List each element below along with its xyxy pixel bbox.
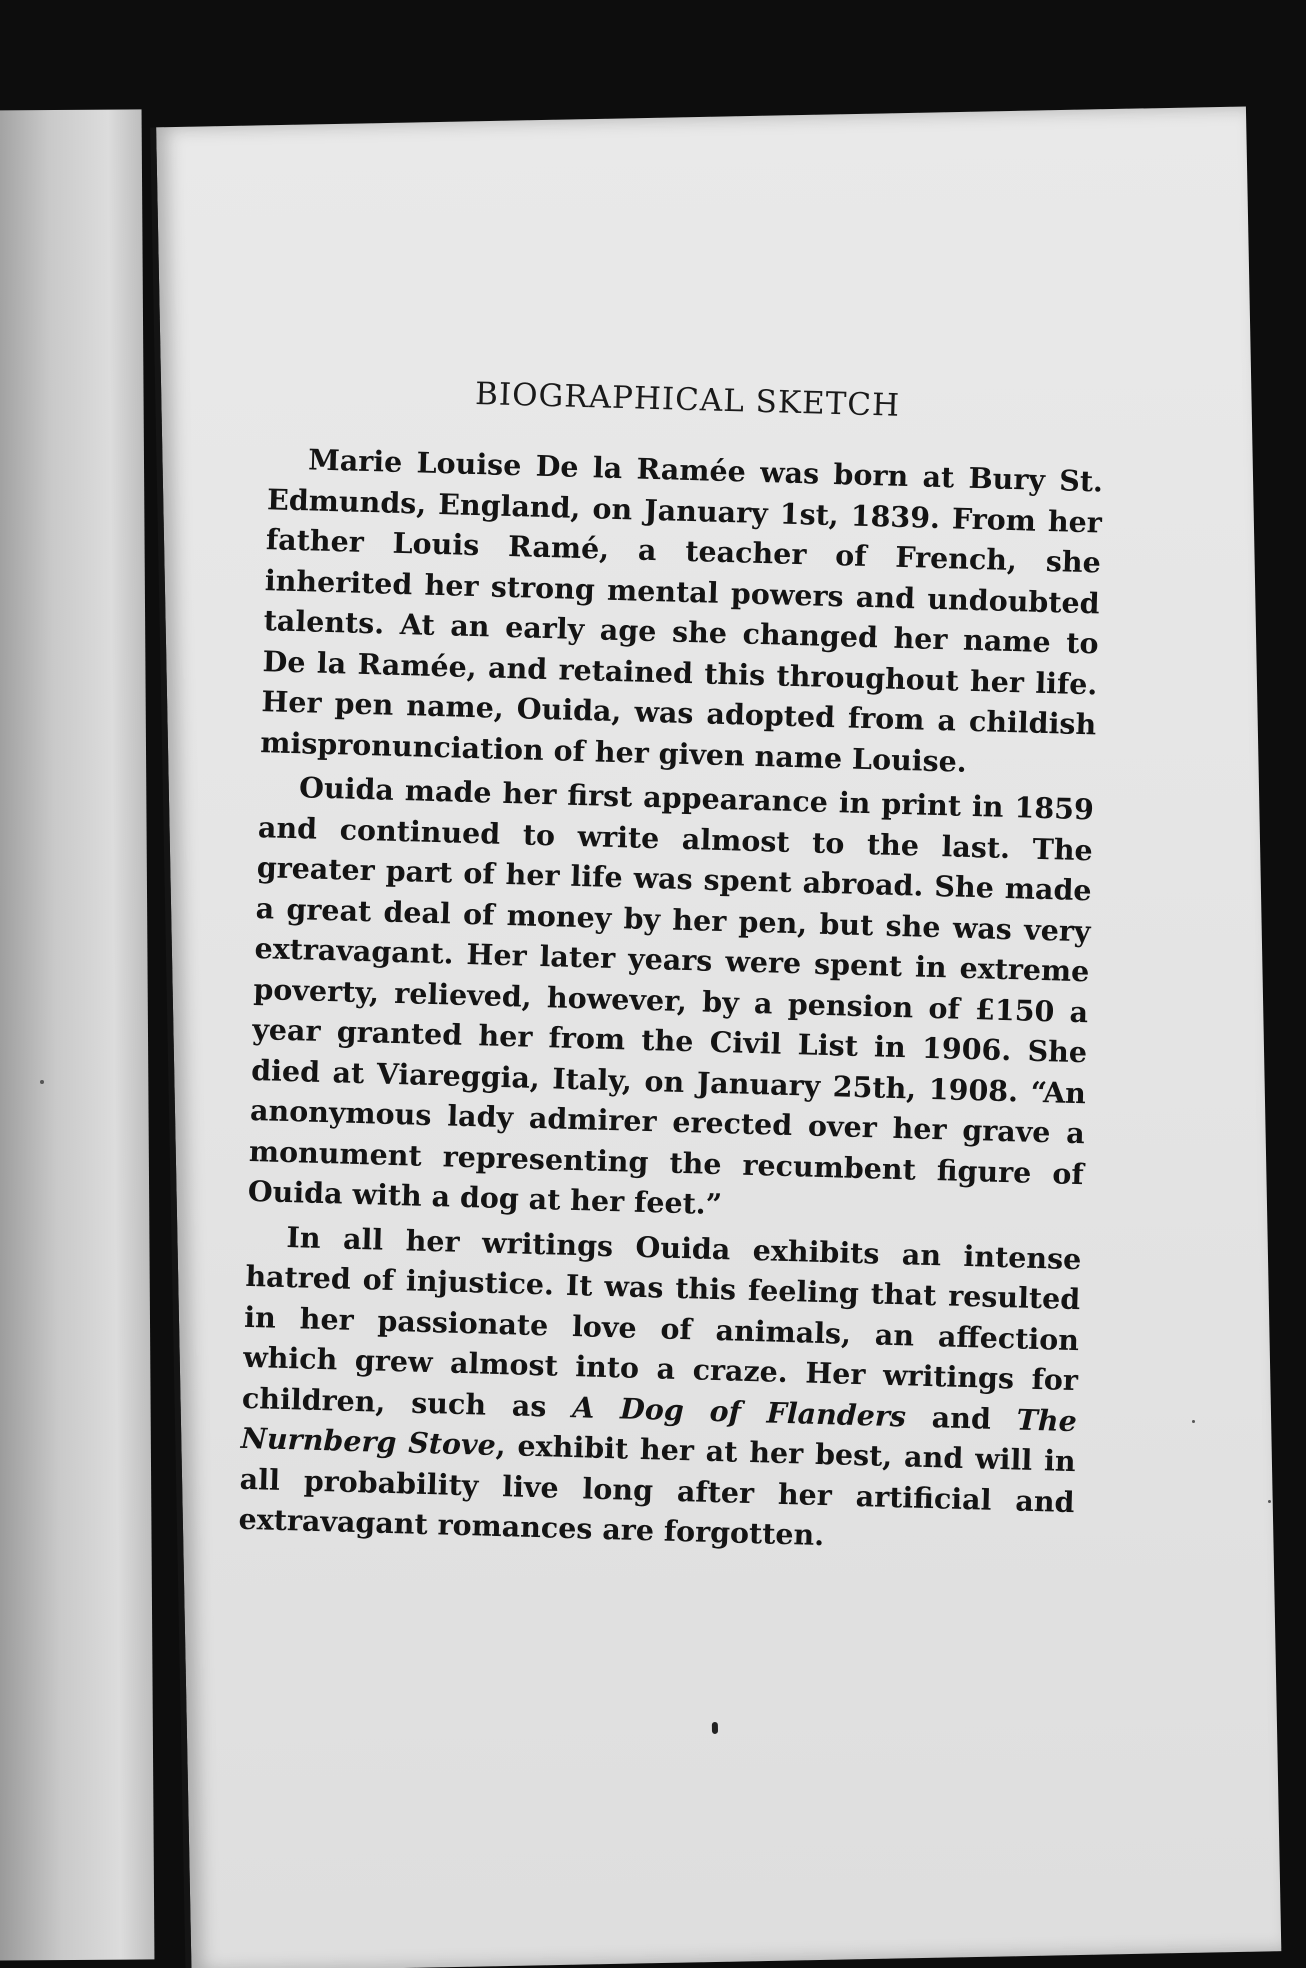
paragraph-3-text-end: , exhibit her at her best, and will in all probability live long after her artificial and extravagant romances are forgotten. [238, 1427, 1077, 1553]
page-text-block [238, 370, 1105, 1566]
paragraph-3 [238, 1215, 1082, 1562]
paragraph-1: Marie Louise De la Ramée was born at Bury St. Edmunds, England, on January 1st, 1839. From her father Louis Ramé, a teacher of French, she inherited her strong mental powers and undoubted talents. At an early age she changed her name to De la Ramée, and retained this throughout her life. Her pen name, Ouida, was adopted from a childish mispronunciation of her given name Louise. [259, 442, 1104, 779]
paragraph-3-text-start: In all her writings Ouida exhibits an intense hatred of injustice. It was this feeling that resulted in her passionate love of animals, an affection which grew almost into a craze. Her writings for children, such as [241, 1219, 1082, 1424]
book-page [150, 106, 1281, 1968]
dust-speck [1268, 1500, 1271, 1503]
paragraph-3-text-and: and [905, 1398, 1018, 1436]
page-mark [712, 1722, 718, 1734]
paragraph-2: Ouida made her first appearance in print in 1859 and continued to write almost to the last. The greater part of her life was spent abroad. She made a great deal of money by her pen, but she was very extravagant. Her later years were spent in extreme poverty, relieved, however, by a pension of £150 a year granted her from the Civil List in 1906. She died at Viareggia, Italy, on January 25th, 1908. “An anonymous lady admirer erected over her grave a monument representing the recumbent figure of Ouida with a dog at her feet.” [247, 770, 1095, 1222]
facing-page-edge [0, 109, 154, 1960]
page-heading: BIOGRAPHICAL SKETCH [474, 375, 901, 424]
book-title-nurnberg-stove: The Nurnberg Stove [240, 1401, 1078, 1462]
book-title-dog-of-flanders: A Dog of Flanders [571, 1389, 907, 1433]
dust-speck [1192, 1420, 1195, 1423]
dust-speck [40, 1080, 44, 1084]
